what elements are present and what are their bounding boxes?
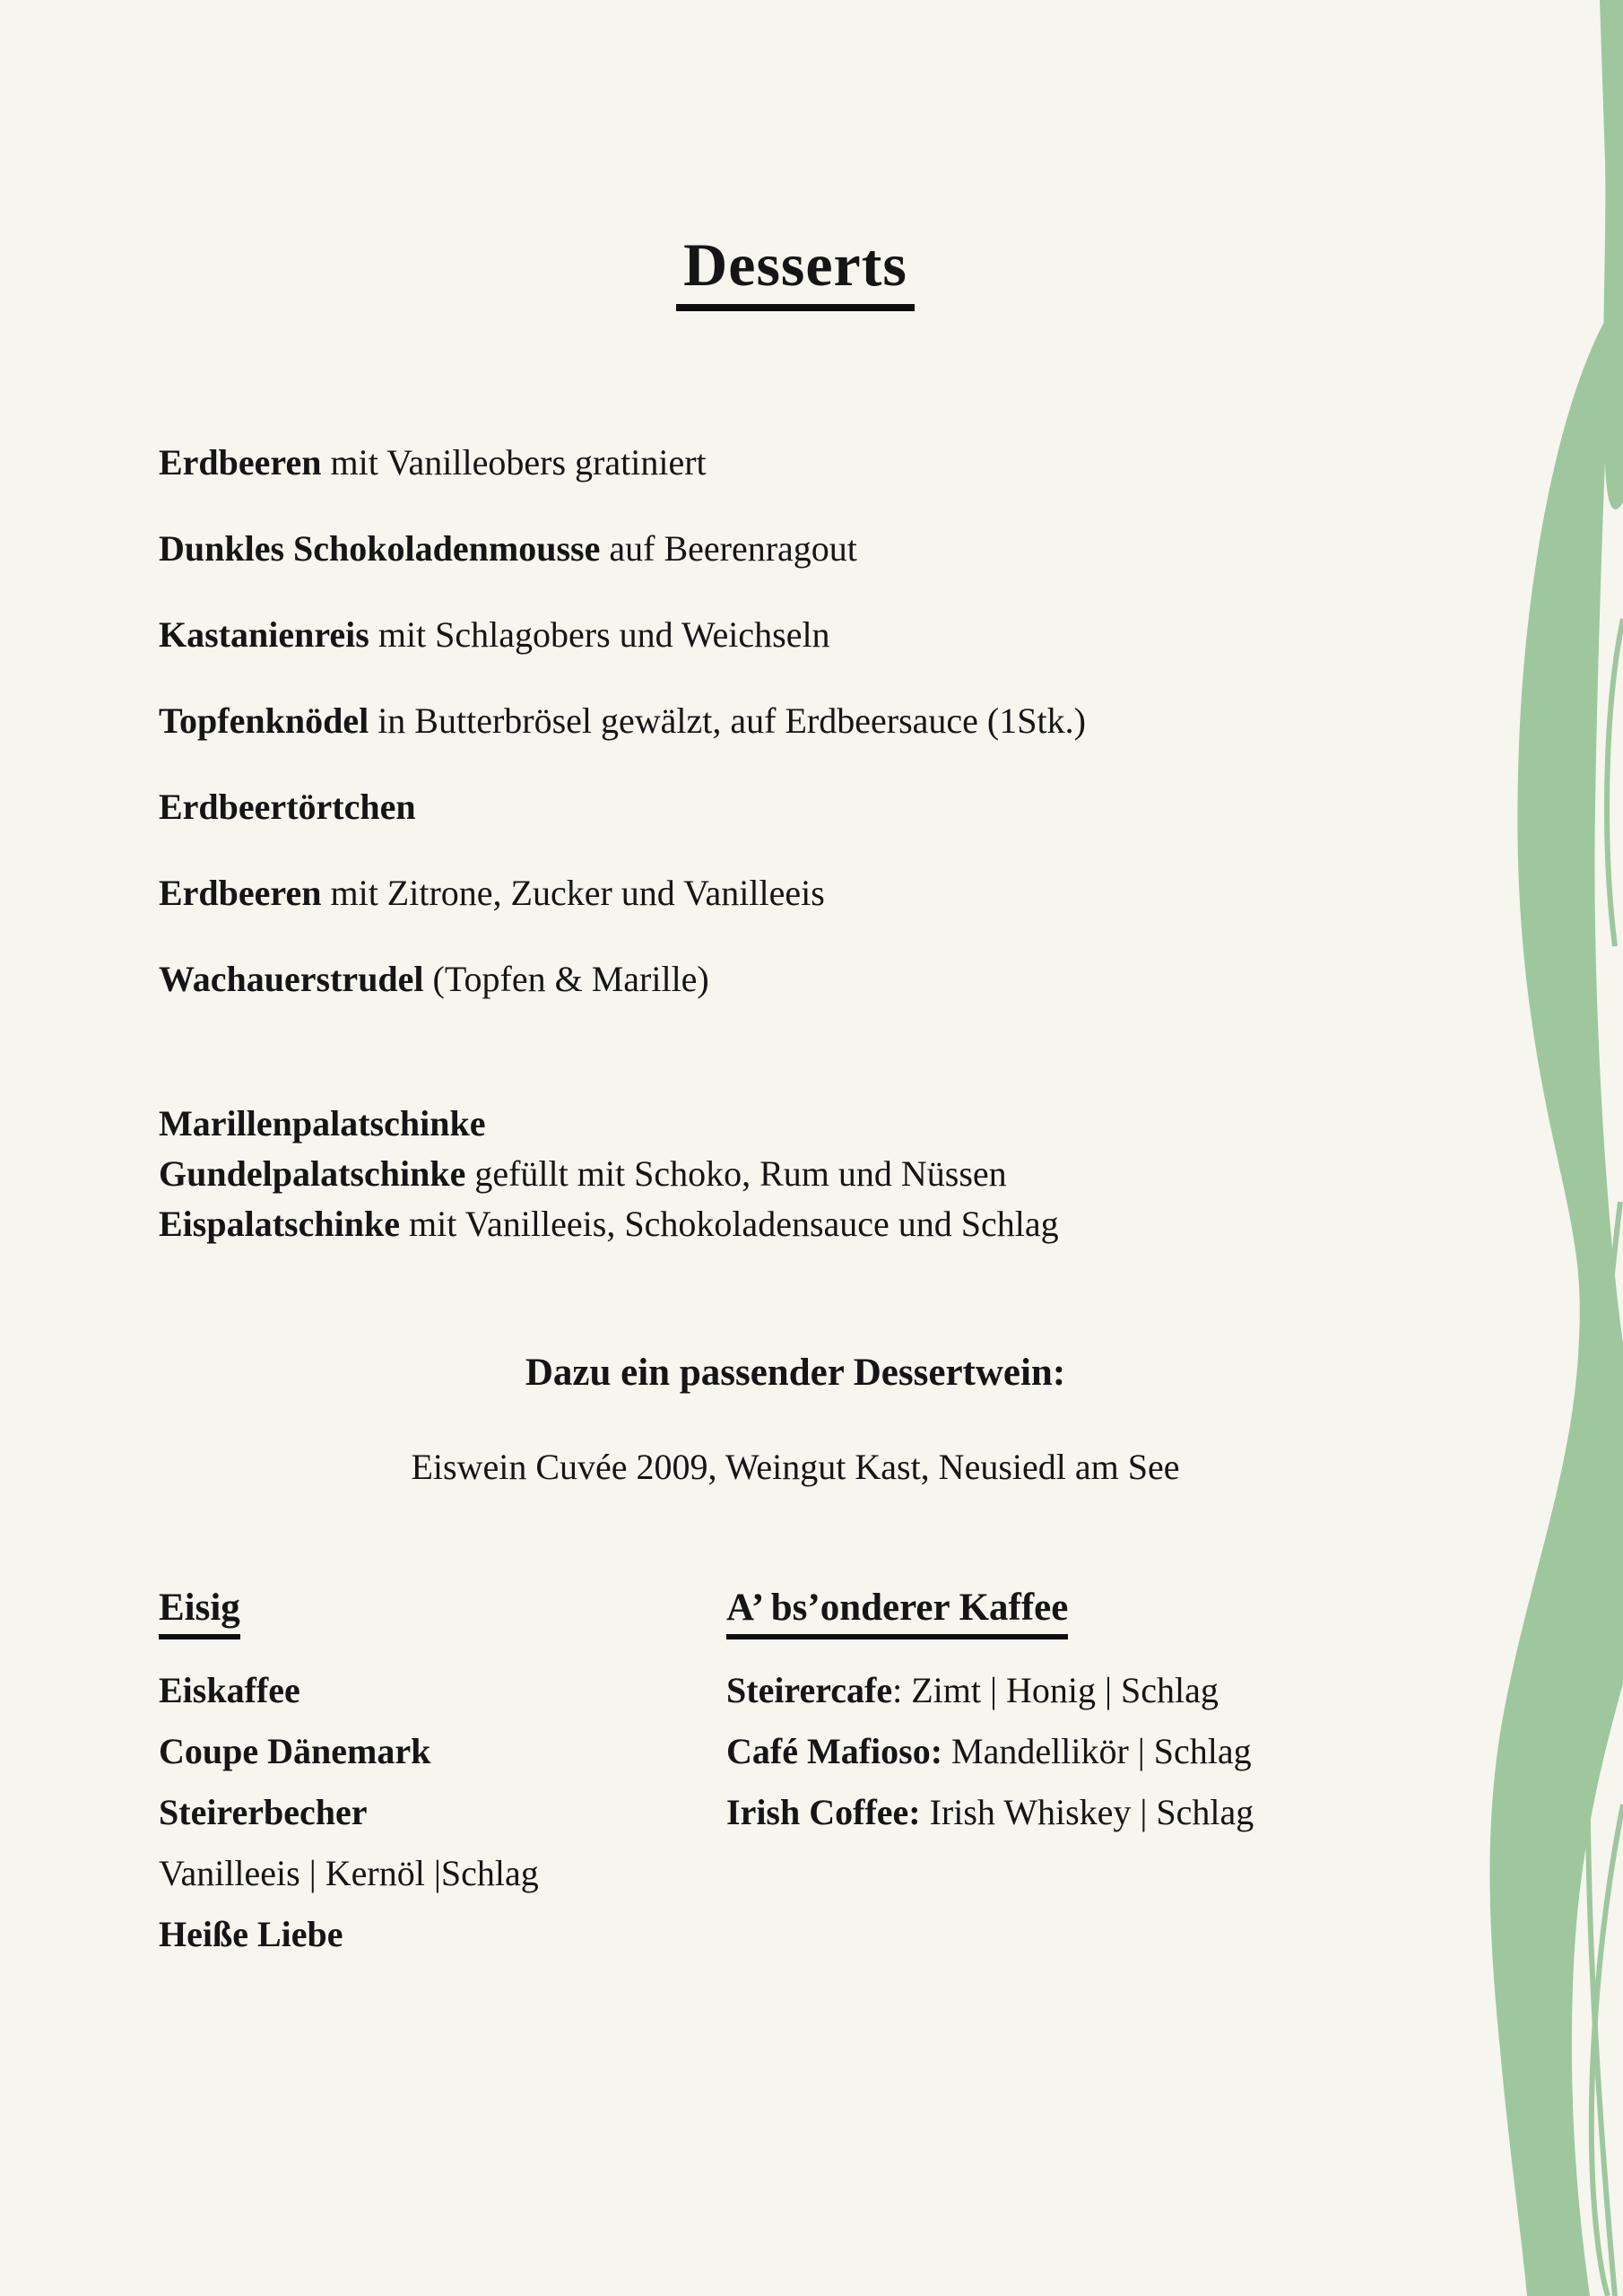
kaffee-heading-text: A’ bs’onderer Kaffee [726,1587,1068,1639]
eisig-item-name: Vanilleeis | Kernöl |Schlag [159,1853,539,1893]
eisig-item-name: Coupe Dänemark [159,1731,431,1771]
palatschinke-menu-item [159,1199,1059,1249]
page-title-text: Desserts [676,230,915,311]
dessert-wine-detail: Eiswein Cuvée 2009, Weingut Kast, Neusiedl am See [411,1447,1180,1487]
dessert-item-name: Dunkles Schokoladenmousse [159,528,601,569]
eisig-item-name: Heiße Liebe [159,1914,343,1954]
dessert-item-name: Wachauerstrudel [159,959,424,999]
dessert-wine-heading: Dazu ein passender Dessertwein: [525,1352,1066,1394]
eisig-menu-item [159,1782,539,1843]
kaffee-menu-item [726,1782,1254,1843]
eisig-menu-item [159,1721,539,1782]
palatschinke-item-name: Gundelpalatschinke [159,1153,466,1194]
palatschinke-item-name: Eispalatschinke [159,1204,400,1244]
dessert-list [159,441,1086,1044]
dessert-item-desc: mit Schlagobers und Weichseln [378,614,830,655]
eisig-heading [159,1587,539,1639]
eisig-menu-item [159,1660,539,1721]
dessert-item-name: Erdbeeren [159,873,322,913]
dessert-item-name: Erdbeertörtchen [159,787,416,827]
kaffee-section [726,1587,1254,1843]
palatschinke-menu-item [159,1099,1059,1149]
kaffee-item-desc: Mandellikör | Schlag [942,1731,1252,1771]
eisig-list [159,1660,539,1965]
palatschinke-item-desc: gefüllt mit Schoko, Rum und Nüssen [474,1153,1007,1194]
eisig-item-name: Eiskaffee [159,1670,300,1710]
kaffee-item-label: Café Mafioso: [726,1731,943,1771]
dessert-menu-item [159,786,1086,872]
dessert-item-desc: in Butterbrösel gewälzt, auf Erdbeersauce (1Stk.) [378,700,1086,741]
palatschinke-item-desc: mit Vanilleeis, Schokoladensauce und Schlag [408,1204,1059,1244]
kaffee-menu-item [726,1721,1254,1782]
dessert-menu-item [159,872,1086,958]
eisig-heading-text: Eisig [159,1587,240,1639]
palatschinke-menu-item [159,1149,1059,1199]
palatschinke-item-name: Marillenpalatschinke [159,1103,486,1144]
dessert-item-name: Erdbeeren [159,442,322,483]
eisig-menu-item [159,1843,539,1904]
dessert-menu-item [159,958,1086,1044]
dessert-item-name: Kastanienreis [159,614,369,655]
kaffee-menu-item [726,1660,1254,1721]
dessert-item-name: Topfenknödel [159,700,369,741]
dessert-menu-item [159,700,1086,786]
eisig-item-name: Steirerbecher [159,1792,368,1832]
kaffee-list [726,1660,1254,1843]
page-title [0,230,1591,311]
eisig-section [159,1587,539,1965]
kaffee-item-desc: Irish Whiskey | Schlag [920,1792,1254,1832]
eisig-menu-item [159,1904,539,1965]
dessert-wine-section [0,1351,1591,1489]
dessert-menu-item [159,613,1086,700]
kaffee-heading [726,1587,1254,1639]
kaffee-item-desc: : Zimt | Honig | Schlag [892,1670,1219,1710]
dessert-item-desc: mit Zitrone, Zucker und Vanilleeis [330,873,825,913]
dessert-item-desc: mit Vanilleobers gratiniert [330,442,707,483]
dessert-menu-item [159,527,1086,613]
kaffee-item-label: Irish Coffee: [726,1792,921,1832]
dessert-item-desc: auf Beerenragout [609,528,857,569]
dessert-menu-item [159,441,1086,527]
palatschinken-list [159,1099,1059,1249]
kaffee-item-label: Steirercafe [726,1670,893,1710]
dessert-item-desc: (Topfen & Marille) [432,959,709,999]
